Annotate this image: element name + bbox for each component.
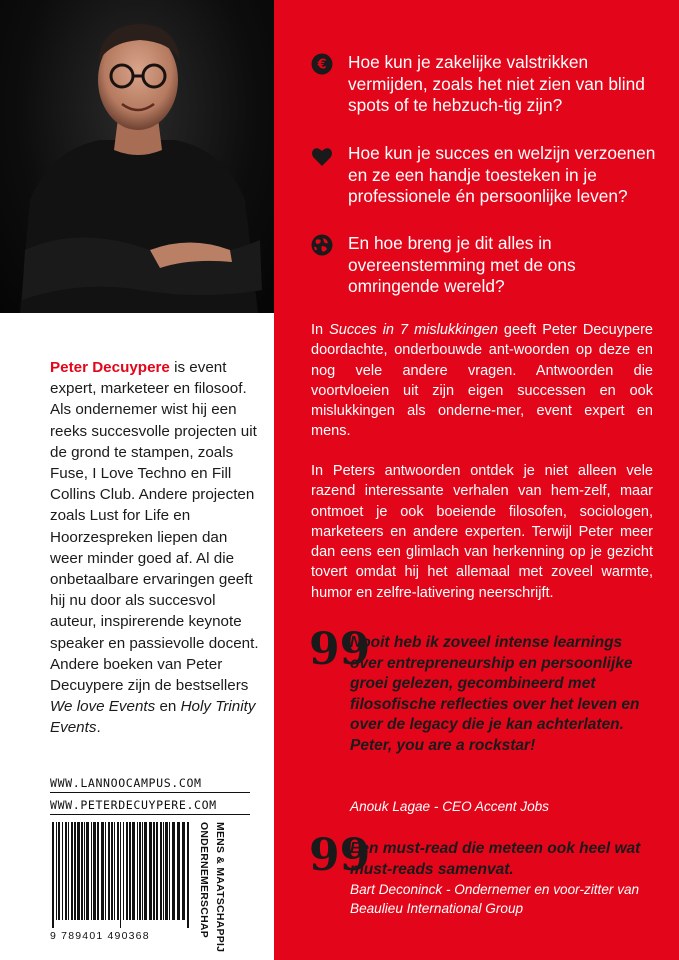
book-title: Succes in 7 mislukkingen bbox=[329, 322, 498, 338]
barcode-bar bbox=[169, 822, 170, 920]
barcode-bar bbox=[68, 822, 69, 920]
barcode-bar bbox=[84, 822, 85, 920]
category-label-1: ONDERNEMERSCHAP bbox=[198, 822, 209, 938]
svg-text:€: € bbox=[317, 57, 327, 73]
quote-mark-icon: 99 bbox=[309, 830, 371, 881]
barcode-bar bbox=[156, 822, 158, 920]
question-1: Hoe kun je zakelijke valstrikken vermijden, zoals het niet zien van blind spots of te hebzuch-tig zijn? bbox=[348, 52, 645, 115]
category-label-2: MENS & MAATSCHAPPIJ bbox=[214, 822, 225, 953]
question-2: Hoe kun je succes en welzijn verzoenen en ze een handje toesteken in je professionele én persoonlijke leven? bbox=[348, 143, 656, 206]
barcode-bar bbox=[111, 822, 113, 920]
barcode-bar bbox=[142, 822, 143, 920]
barcode-bar bbox=[132, 822, 135, 920]
barcode-bar bbox=[182, 822, 185, 920]
bio-end: . bbox=[96, 719, 101, 737]
barcode-bar bbox=[149, 822, 152, 920]
barcode-bar bbox=[74, 822, 76, 920]
barcode-bar bbox=[123, 822, 124, 920]
divider bbox=[50, 792, 250, 793]
author-name: Peter Decuypere bbox=[50, 359, 170, 376]
barcode-bar bbox=[139, 822, 141, 920]
barcode-bar bbox=[160, 822, 162, 920]
barcode-bar bbox=[137, 822, 138, 920]
bio-and: en bbox=[155, 698, 181, 716]
barcode-bar bbox=[114, 822, 115, 920]
barcode-bar bbox=[153, 822, 155, 920]
barcode-bar bbox=[91, 822, 92, 920]
testimonial-quote-2: Een must-read die meteen ook heel wat must-reads samenvat. bbox=[350, 840, 641, 878]
barcode-bar bbox=[129, 822, 131, 920]
author-photo bbox=[0, 0, 274, 313]
barcode-bar bbox=[86, 822, 89, 920]
testimonial-attribution-1: Anouk Lagae - CEO Accent Jobs bbox=[350, 799, 549, 814]
barcode-bar bbox=[71, 822, 73, 920]
barcode-bar bbox=[105, 822, 106, 920]
book-title-2: Holy Trinity Events bbox=[50, 698, 256, 737]
author-portrait-illustration bbox=[0, 0, 274, 313]
barcode-bar bbox=[163, 822, 164, 920]
barcode-bar bbox=[52, 822, 54, 928]
book-title-1: We love Events bbox=[50, 698, 156, 716]
url-lannoocampus[interactable]: WWW.LANNOOCAMPUS.COM bbox=[50, 776, 202, 790]
bio-text: is event expert, marketeer en filosoof. Als ondernemer wist hij een reeks succesvolle projecten uit de grond te stampen, zoals Fuse, I Love Techno en Fill Collins Club. Andere projecten zoals Lust for Life en Hoorzespreken liepen dan weer minder goed af. Al die onbetaalbare ervaringen geeft hij nu door als succesvol auteur, inspirerende keynote speaker en passievolle docent. Andere boeken van Peter Decuypere zijn de bestsellers bbox=[50, 359, 259, 695]
barcode-bar bbox=[81, 822, 83, 920]
barcode-bar bbox=[62, 822, 63, 920]
back-cover-right-panel bbox=[274, 0, 679, 960]
barcode-bar bbox=[77, 822, 80, 920]
barcode-bar bbox=[65, 822, 67, 920]
barcode-bar bbox=[120, 822, 121, 928]
author-bio bbox=[50, 357, 262, 739]
isbn-barcode bbox=[50, 822, 192, 932]
barcode-bar bbox=[56, 822, 57, 920]
barcode-bar bbox=[117, 822, 119, 920]
barcode-bar bbox=[172, 822, 175, 920]
testimonial-attribution-2: Bart Deconinck - Ondernemer en voor-zitter van Beaulieu International Group bbox=[350, 882, 640, 916]
heart-icon bbox=[311, 146, 333, 168]
second-paragraph: In Peters antwoorden ontdek je niet alleen vele razend interessante verhalen van hem-zelf, maar ontmoet je ook boeiende filosofen, sociologen, marketeers en andere experten. Terwijl Peter meer dan eens een glimlach van herkenning op je gezicht tovert omdat hij het allemaal met zoveel warmte, humor en zelfre-lativering neerschrijft. bbox=[311, 463, 653, 601]
question-3: En hoe breng je dit alles in overeenstemming met de ons omringende wereld? bbox=[348, 233, 576, 296]
barcode-bar bbox=[165, 822, 168, 920]
barcode-bar bbox=[58, 822, 60, 920]
barcode-bar bbox=[177, 822, 180, 920]
barcode-bar bbox=[101, 822, 104, 920]
back-cover-left-panel bbox=[0, 0, 274, 960]
isbn-number: 9 789401 490368 bbox=[50, 930, 150, 942]
euro-icon bbox=[311, 53, 333, 75]
quote-mark-icon: 99 bbox=[309, 624, 371, 675]
divider bbox=[50, 814, 250, 815]
barcode-bar bbox=[108, 822, 110, 920]
barcode-bar bbox=[144, 822, 147, 920]
testimonial-quote-1: Nooit heb ik zoveel intense learnings over entrepreneurship en persoonlijke groei gelezen, gecombineerd met filosofische reflecties over het leven en over de legacy die je kan achterlaten. Peter, you are a rockstar! bbox=[350, 634, 640, 754]
barcode-bar bbox=[187, 822, 189, 928]
globe-icon bbox=[311, 234, 333, 256]
intro-paragraph: In Succes in 7 mislukkingen geeft Peter Decuypere doordachte, onderbouwde ant-woorden op deze en nog vele andere vragen. Antwoorden die voortvloeien uit zijn eigen successen en ook mislukkingen als onderne-mer, event expert en mens. bbox=[311, 322, 653, 440]
barcode-bar bbox=[97, 822, 99, 920]
url-peterdecuypere[interactable]: WWW.PETERDECUYPERE.COM bbox=[50, 798, 217, 812]
barcode-bar bbox=[93, 822, 96, 920]
barcode-bar bbox=[126, 822, 128, 920]
